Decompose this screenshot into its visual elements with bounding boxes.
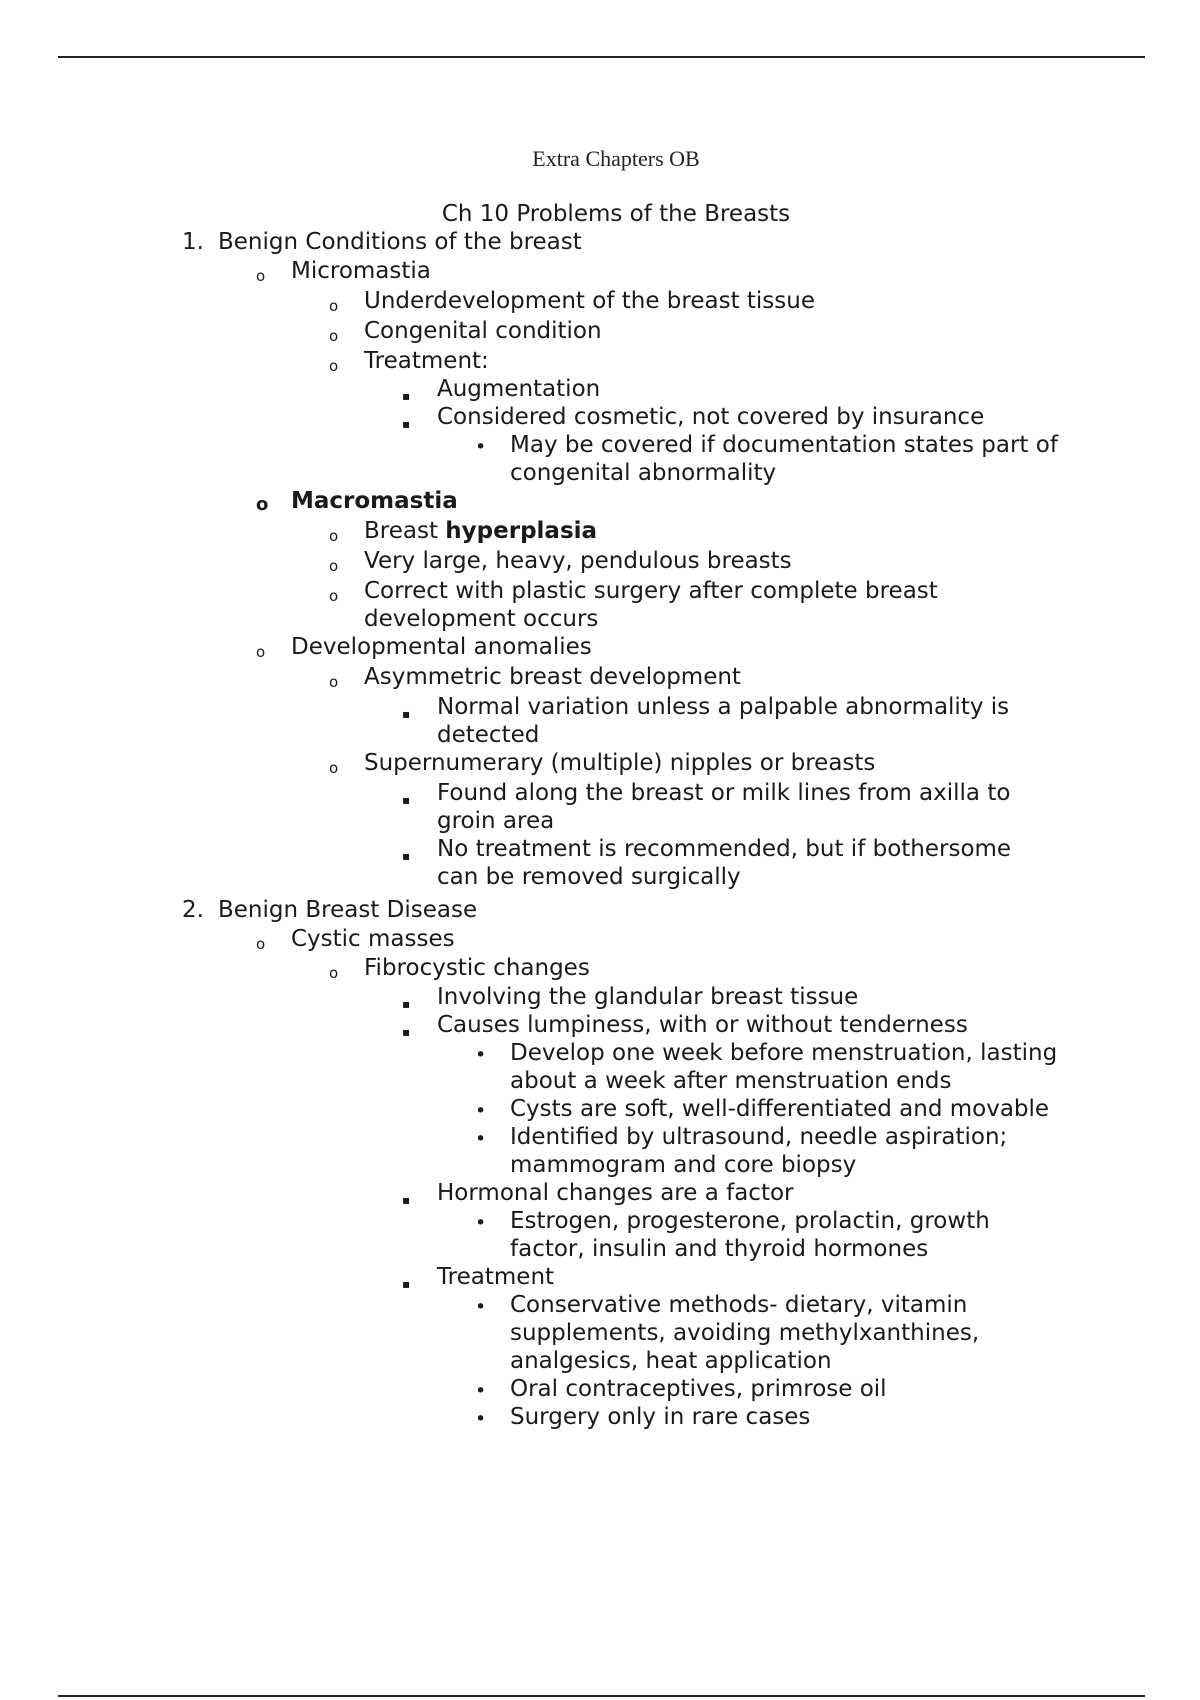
chapter-title: Ch 10 Problems of the Breasts	[441, 201, 791, 227]
top-rule	[58, 56, 1145, 58]
bottom-rule	[58, 1695, 1145, 1697]
document-header: Extra Chapters OB	[532, 146, 700, 171]
